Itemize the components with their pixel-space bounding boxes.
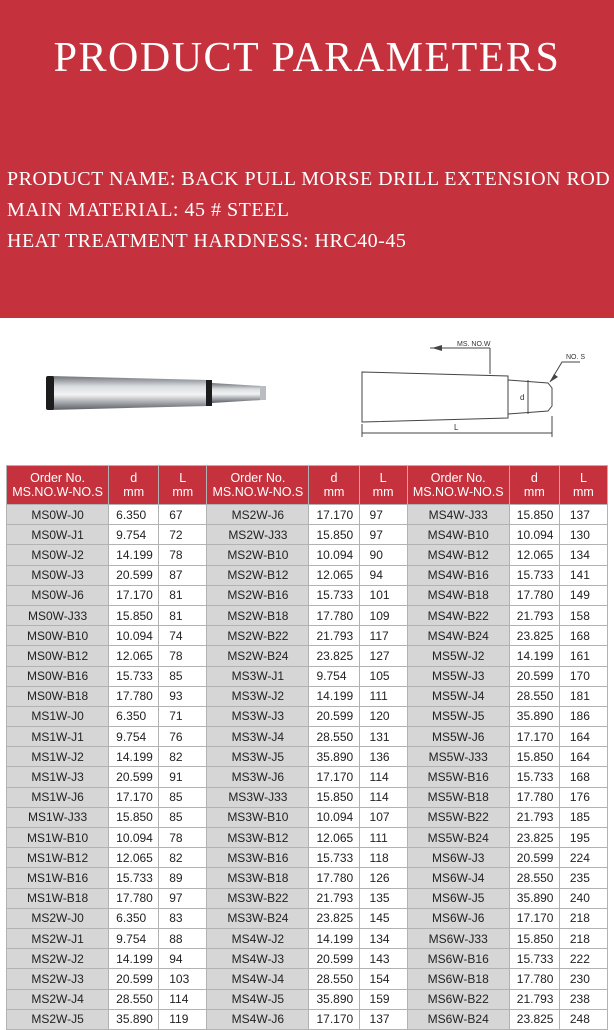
- diameter-cell: 17.170: [109, 585, 159, 605]
- diameter-cell: 17.170: [509, 908, 559, 928]
- diameter-cell: 10.094: [509, 525, 559, 545]
- length-cell: 137: [559, 505, 607, 525]
- length-cell: 131: [359, 727, 407, 747]
- order-number-cell: MS2W-J1: [7, 928, 109, 948]
- diameter-cell: 23.825: [509, 828, 559, 848]
- order-number-cell: MS2W-B18: [207, 605, 309, 625]
- diameter-cell: 10.094: [309, 545, 359, 565]
- length-cell: 218: [559, 928, 607, 948]
- length-cell: 238: [559, 989, 607, 1009]
- parameters-table: [6, 465, 608, 1030]
- diameter-cell: 15.733: [309, 585, 359, 605]
- order-number-cell: MS4W-J33: [407, 505, 509, 525]
- order-number-cell: MS0W-J1: [7, 525, 109, 545]
- diameter-cell: 35.890: [509, 706, 559, 726]
- diameter-cell: 21.793: [309, 888, 359, 908]
- length-cell: 118: [359, 848, 407, 868]
- length-cell: 120: [359, 706, 407, 726]
- order-number-cell: MS5W-J2: [407, 646, 509, 666]
- diameter-cell: 21.793: [509, 605, 559, 625]
- diameter-cell: 15.850: [509, 505, 559, 525]
- length-cell: 109: [359, 605, 407, 625]
- length-cell: 161: [559, 646, 607, 666]
- order-number-cell: MS2W-J6: [207, 505, 309, 525]
- order-number-cell: MS0W-J2: [7, 545, 109, 565]
- table-row: [7, 989, 608, 1009]
- column-header-d: d mm: [509, 466, 559, 505]
- diameter-cell: 6.350: [109, 908, 159, 928]
- table-row: [7, 747, 608, 767]
- length-cell: 164: [559, 727, 607, 747]
- length-cell: 158: [559, 605, 607, 625]
- length-cell: 168: [559, 626, 607, 646]
- table-row: [7, 565, 608, 585]
- diameter-cell: 14.199: [109, 747, 159, 767]
- length-cell: 101: [359, 585, 407, 605]
- table-row: [7, 605, 608, 625]
- table-row: [7, 888, 608, 908]
- order-number-cell: MS2W-B10: [207, 545, 309, 565]
- table-row: [7, 807, 608, 827]
- diameter-cell: 15.733: [509, 767, 559, 787]
- order-number-cell: MS5W-J33: [407, 747, 509, 767]
- length-cell: 78: [159, 545, 207, 565]
- order-number-cell: MS4W-B24: [407, 626, 509, 646]
- order-number-cell: MS5W-J4: [407, 686, 509, 706]
- order-number-cell: MS5W-J6: [407, 727, 509, 747]
- diameter-cell: 20.599: [109, 969, 159, 989]
- diameter-cell: 35.890: [109, 1009, 159, 1029]
- drawing-label-nos: NO. S: [566, 354, 586, 361]
- order-number-cell: MS2W-J33: [207, 525, 309, 545]
- column-header-order: Order No. MS.NO.W-NO.S: [7, 466, 109, 505]
- length-cell: 82: [159, 747, 207, 767]
- diameter-cell: 15.733: [509, 949, 559, 969]
- diameter-cell: 9.754: [109, 727, 159, 747]
- length-cell: 149: [559, 585, 607, 605]
- diameter-cell: 12.065: [509, 545, 559, 565]
- diameter-cell: 10.094: [109, 828, 159, 848]
- diameter-cell: 35.890: [309, 989, 359, 1009]
- order-number-cell: MS3W-B16: [207, 848, 309, 868]
- order-number-cell: MS6W-J5: [407, 888, 509, 908]
- order-number-cell: MS3W-B18: [207, 868, 309, 888]
- table-row: [7, 908, 608, 928]
- diameter-cell: 17.780: [309, 868, 359, 888]
- length-cell: 170: [559, 666, 607, 686]
- diameter-cell: 15.733: [309, 848, 359, 868]
- order-number-cell: MS6W-B16: [407, 949, 509, 969]
- order-number-cell: MS6W-B18: [407, 969, 509, 989]
- order-number-cell: MS4W-J3: [207, 949, 309, 969]
- table-row: [7, 666, 608, 686]
- diameter-cell: 6.350: [109, 706, 159, 726]
- order-number-cell: MS3W-J4: [207, 727, 309, 747]
- order-number-cell: MS4W-J2: [207, 928, 309, 948]
- order-number-cell: MS0W-J0: [7, 505, 109, 525]
- order-number-cell: MS1W-J33: [7, 807, 109, 827]
- diameter-cell: 17.780: [309, 605, 359, 625]
- column-header-order: Order No. MS.NO.W-NO.S: [207, 466, 309, 505]
- column-header-order: Order No. MS.NO.W-NO.S: [407, 466, 509, 505]
- length-cell: 248: [559, 1009, 607, 1029]
- table-row: [7, 626, 608, 646]
- order-number-cell: MS1W-J1: [7, 727, 109, 747]
- header-banner: [0, 0, 614, 318]
- table-row: [7, 727, 608, 747]
- diameter-cell: 14.199: [109, 545, 159, 565]
- order-number-cell: MS1W-B16: [7, 868, 109, 888]
- diameter-cell: 14.199: [309, 928, 359, 948]
- order-number-cell: MS4W-J5: [207, 989, 309, 1009]
- order-number-cell: MS3W-B10: [207, 807, 309, 827]
- order-number-cell: MS5W-B24: [407, 828, 509, 848]
- diameter-cell: 23.825: [309, 908, 359, 928]
- length-cell: 127: [359, 646, 407, 666]
- diameter-cell: 28.550: [109, 989, 159, 1009]
- order-number-cell: MS2W-J2: [7, 949, 109, 969]
- order-number-cell: MS6W-J4: [407, 868, 509, 888]
- length-cell: 145: [359, 908, 407, 928]
- table-row: [7, 969, 608, 989]
- diameter-cell: 28.550: [309, 969, 359, 989]
- length-cell: 76: [159, 727, 207, 747]
- table-header-row: [7, 466, 608, 505]
- order-number-cell: MS0W-B10: [7, 626, 109, 646]
- diameter-cell: 10.094: [309, 807, 359, 827]
- length-cell: 88: [159, 928, 207, 948]
- order-number-cell: MS0W-B12: [7, 646, 109, 666]
- diameter-cell: 14.199: [309, 686, 359, 706]
- diameter-cell: 17.170: [309, 1009, 359, 1029]
- order-number-cell: MS3W-J2: [207, 686, 309, 706]
- length-cell: 134: [559, 545, 607, 565]
- order-number-cell: MS4W-J6: [207, 1009, 309, 1029]
- diameter-cell: 12.065: [109, 646, 159, 666]
- diameter-cell: 17.780: [509, 969, 559, 989]
- diameter-cell: 28.550: [509, 868, 559, 888]
- order-number-cell: MS6W-B22: [407, 989, 509, 1009]
- order-number-cell: MS3W-B24: [207, 908, 309, 928]
- length-cell: 85: [159, 787, 207, 807]
- length-cell: 94: [359, 565, 407, 585]
- table-row: [7, 848, 608, 868]
- diameter-cell: 17.780: [109, 888, 159, 908]
- diameter-cell: 17.780: [109, 686, 159, 706]
- column-header-d: d mm: [309, 466, 359, 505]
- order-number-cell: MS2W-J5: [7, 1009, 109, 1029]
- product-name: PRODUCT NAME: BACK PULL MORSE DRILL EXTENSION ROD: [7, 168, 611, 190]
- diameter-cell: 20.599: [509, 666, 559, 686]
- order-number-cell: MS1W-J6: [7, 787, 109, 807]
- order-number-cell: MS5W-B16: [407, 767, 509, 787]
- length-cell: 83: [159, 908, 207, 928]
- order-number-cell: MS3W-J6: [207, 767, 309, 787]
- diameter-cell: 15.850: [109, 605, 159, 625]
- order-number-cell: MS6W-B24: [407, 1009, 509, 1029]
- order-number-cell: MS0W-B16: [7, 666, 109, 686]
- heat-treatment: HEAT TREATMENT HARDNESS: HRC40-45: [7, 230, 407, 252]
- length-cell: 136: [359, 747, 407, 767]
- order-number-cell: MS3W-J1: [207, 666, 309, 686]
- length-cell: 103: [159, 969, 207, 989]
- product-photo: [40, 358, 280, 428]
- diameter-cell: 21.793: [509, 807, 559, 827]
- drawing-label-msnow: MS. NO.W: [457, 341, 491, 348]
- column-header-d: d mm: [109, 466, 159, 505]
- length-cell: 137: [359, 1009, 407, 1029]
- order-number-cell: MS3W-J3: [207, 706, 309, 726]
- length-cell: 89: [159, 868, 207, 888]
- length-cell: 134: [359, 928, 407, 948]
- length-cell: 195: [559, 828, 607, 848]
- diameter-cell: 12.065: [109, 848, 159, 868]
- order-number-cell: MS1W-J3: [7, 767, 109, 787]
- length-cell: 141: [559, 565, 607, 585]
- length-cell: 67: [159, 505, 207, 525]
- length-cell: 185: [559, 807, 607, 827]
- length-cell: 135: [359, 888, 407, 908]
- diameter-cell: 35.890: [509, 888, 559, 908]
- length-cell: 81: [159, 605, 207, 625]
- order-number-cell: MS3W-J33: [207, 787, 309, 807]
- length-cell: 154: [359, 969, 407, 989]
- length-cell: 94: [159, 949, 207, 969]
- length-cell: 130: [559, 525, 607, 545]
- order-number-cell: MS6W-J33: [407, 928, 509, 948]
- diameter-cell: 9.754: [109, 928, 159, 948]
- length-cell: 224: [559, 848, 607, 868]
- order-number-cell: MS4W-B10: [407, 525, 509, 545]
- diameter-cell: 6.350: [109, 505, 159, 525]
- order-number-cell: MS1W-B10: [7, 828, 109, 848]
- order-number-cell: MS0W-J3: [7, 565, 109, 585]
- diameter-cell: 14.199: [509, 646, 559, 666]
- length-cell: 97: [359, 505, 407, 525]
- length-cell: 181: [559, 686, 607, 706]
- length-cell: 78: [159, 646, 207, 666]
- length-cell: 114: [159, 989, 207, 1009]
- diameter-cell: 17.170: [109, 787, 159, 807]
- order-number-cell: MS0W-J6: [7, 585, 109, 605]
- table-row: [7, 787, 608, 807]
- length-cell: 126: [359, 868, 407, 888]
- diameter-cell: 21.793: [509, 989, 559, 1009]
- order-number-cell: MS5W-B18: [407, 787, 509, 807]
- length-cell: 176: [559, 787, 607, 807]
- length-cell: 85: [159, 807, 207, 827]
- length-cell: 240: [559, 888, 607, 908]
- order-number-cell: MS4W-B12: [407, 545, 509, 565]
- table-row: [7, 686, 608, 706]
- column-header-l: L mm: [359, 466, 407, 505]
- order-number-cell: MS1W-J0: [7, 706, 109, 726]
- length-cell: 117: [359, 626, 407, 646]
- order-number-cell: MS3W-B12: [207, 828, 309, 848]
- diameter-cell: 15.733: [109, 868, 159, 888]
- main-material: MAIN MATERIAL: 45 # STEEL: [7, 199, 290, 221]
- table-row: [7, 949, 608, 969]
- length-cell: 230: [559, 969, 607, 989]
- table-body: [7, 505, 608, 1030]
- table-row: [7, 828, 608, 848]
- length-cell: 119: [159, 1009, 207, 1029]
- page-title: PRODUCT PARAMETERS: [53, 35, 561, 81]
- diameter-cell: 17.170: [509, 727, 559, 747]
- order-number-cell: MS5W-B22: [407, 807, 509, 827]
- length-cell: 218: [559, 908, 607, 928]
- order-number-cell: MS1W-B18: [7, 888, 109, 908]
- length-cell: 85: [159, 666, 207, 686]
- order-number-cell: MS2W-J0: [7, 908, 109, 928]
- order-number-cell: MS1W-J2: [7, 747, 109, 767]
- table-row: [7, 1009, 608, 1029]
- length-cell: 164: [559, 747, 607, 767]
- diameter-cell: 15.850: [309, 525, 359, 545]
- order-number-cell: MS2W-B16: [207, 585, 309, 605]
- diameter-cell: 23.825: [509, 1009, 559, 1029]
- table-row: [7, 545, 608, 565]
- length-cell: 93: [159, 686, 207, 706]
- order-number-cell: MS2W-B24: [207, 646, 309, 666]
- order-number-cell: MS6W-J6: [407, 908, 509, 928]
- diameter-cell: 20.599: [509, 848, 559, 868]
- length-cell: 114: [359, 787, 407, 807]
- table-row: [7, 868, 608, 888]
- order-number-cell: MS0W-B18: [7, 686, 109, 706]
- length-cell: 97: [359, 525, 407, 545]
- order-number-cell: MS2W-B22: [207, 626, 309, 646]
- order-number-cell: MS1W-B12: [7, 848, 109, 868]
- length-cell: 143: [359, 949, 407, 969]
- length-cell: 235: [559, 868, 607, 888]
- length-cell: 168: [559, 767, 607, 787]
- diameter-cell: 12.065: [309, 828, 359, 848]
- diameter-cell: 28.550: [309, 727, 359, 747]
- diameter-cell: 20.599: [109, 767, 159, 787]
- diameter-cell: 15.850: [109, 807, 159, 827]
- diameter-cell: 14.199: [109, 949, 159, 969]
- diameter-cell: 15.850: [309, 787, 359, 807]
- diameter-cell: 20.599: [109, 565, 159, 585]
- length-cell: 82: [159, 848, 207, 868]
- length-cell: 72: [159, 525, 207, 545]
- table-row: [7, 767, 608, 787]
- length-cell: 111: [359, 686, 407, 706]
- diameter-cell: 21.793: [309, 626, 359, 646]
- table-row: [7, 525, 608, 545]
- length-cell: 87: [159, 565, 207, 585]
- diameter-cell: 15.733: [509, 565, 559, 585]
- diameter-cell: 23.825: [309, 646, 359, 666]
- diameter-cell: 17.780: [509, 787, 559, 807]
- length-cell: 186: [559, 706, 607, 726]
- diameter-cell: 15.733: [109, 666, 159, 686]
- length-cell: 114: [359, 767, 407, 787]
- order-number-cell: MS3W-J5: [207, 747, 309, 767]
- order-number-cell: MS3W-B22: [207, 888, 309, 908]
- diameter-cell: 9.754: [109, 525, 159, 545]
- diameter-cell: 28.550: [509, 686, 559, 706]
- length-cell: 222: [559, 949, 607, 969]
- order-number-cell: MS4W-B16: [407, 565, 509, 585]
- table-row: [7, 928, 608, 948]
- table-row: [7, 646, 608, 666]
- order-number-cell: MS5W-J5: [407, 706, 509, 726]
- drawing-label-l: L: [454, 423, 459, 432]
- order-number-cell: MS6W-J3: [407, 848, 509, 868]
- table-row: [7, 706, 608, 726]
- diameter-cell: 12.065: [309, 565, 359, 585]
- diameter-cell: 35.890: [309, 747, 359, 767]
- order-number-cell: MS2W-B12: [207, 565, 309, 585]
- diameter-cell: 17.170: [309, 505, 359, 525]
- length-cell: 74: [159, 626, 207, 646]
- diameter-cell: 9.754: [309, 666, 359, 686]
- length-cell: 90: [359, 545, 407, 565]
- diameter-cell: 20.599: [309, 706, 359, 726]
- drawing-label-d: d: [520, 393, 525, 402]
- technical-drawing: [340, 336, 600, 444]
- length-cell: 71: [159, 706, 207, 726]
- diameter-cell: 20.599: [309, 949, 359, 969]
- diameter-cell: 17.780: [509, 585, 559, 605]
- column-header-l: L mm: [559, 466, 607, 505]
- table-row: [7, 505, 608, 525]
- order-number-cell: MS5W-J3: [407, 666, 509, 686]
- order-number-cell: MS4W-B18: [407, 585, 509, 605]
- table-row: [7, 585, 608, 605]
- diameter-cell: 23.825: [509, 626, 559, 646]
- length-cell: 159: [359, 989, 407, 1009]
- order-number-cell: MS2W-J4: [7, 989, 109, 1009]
- order-number-cell: MS4W-B22: [407, 605, 509, 625]
- diameter-cell: 15.850: [509, 928, 559, 948]
- length-cell: 107: [359, 807, 407, 827]
- length-cell: 97: [159, 888, 207, 908]
- length-cell: 105: [359, 666, 407, 686]
- diameter-cell: 15.850: [509, 747, 559, 767]
- order-number-cell: MS0W-J33: [7, 605, 109, 625]
- diameter-cell: 10.094: [109, 626, 159, 646]
- order-number-cell: MS4W-J4: [207, 969, 309, 989]
- length-cell: 81: [159, 585, 207, 605]
- length-cell: 78: [159, 828, 207, 848]
- length-cell: 91: [159, 767, 207, 787]
- diameter-cell: 17.170: [309, 767, 359, 787]
- length-cell: 111: [359, 828, 407, 848]
- column-header-l: L mm: [159, 466, 207, 505]
- order-number-cell: MS2W-J3: [7, 969, 109, 989]
